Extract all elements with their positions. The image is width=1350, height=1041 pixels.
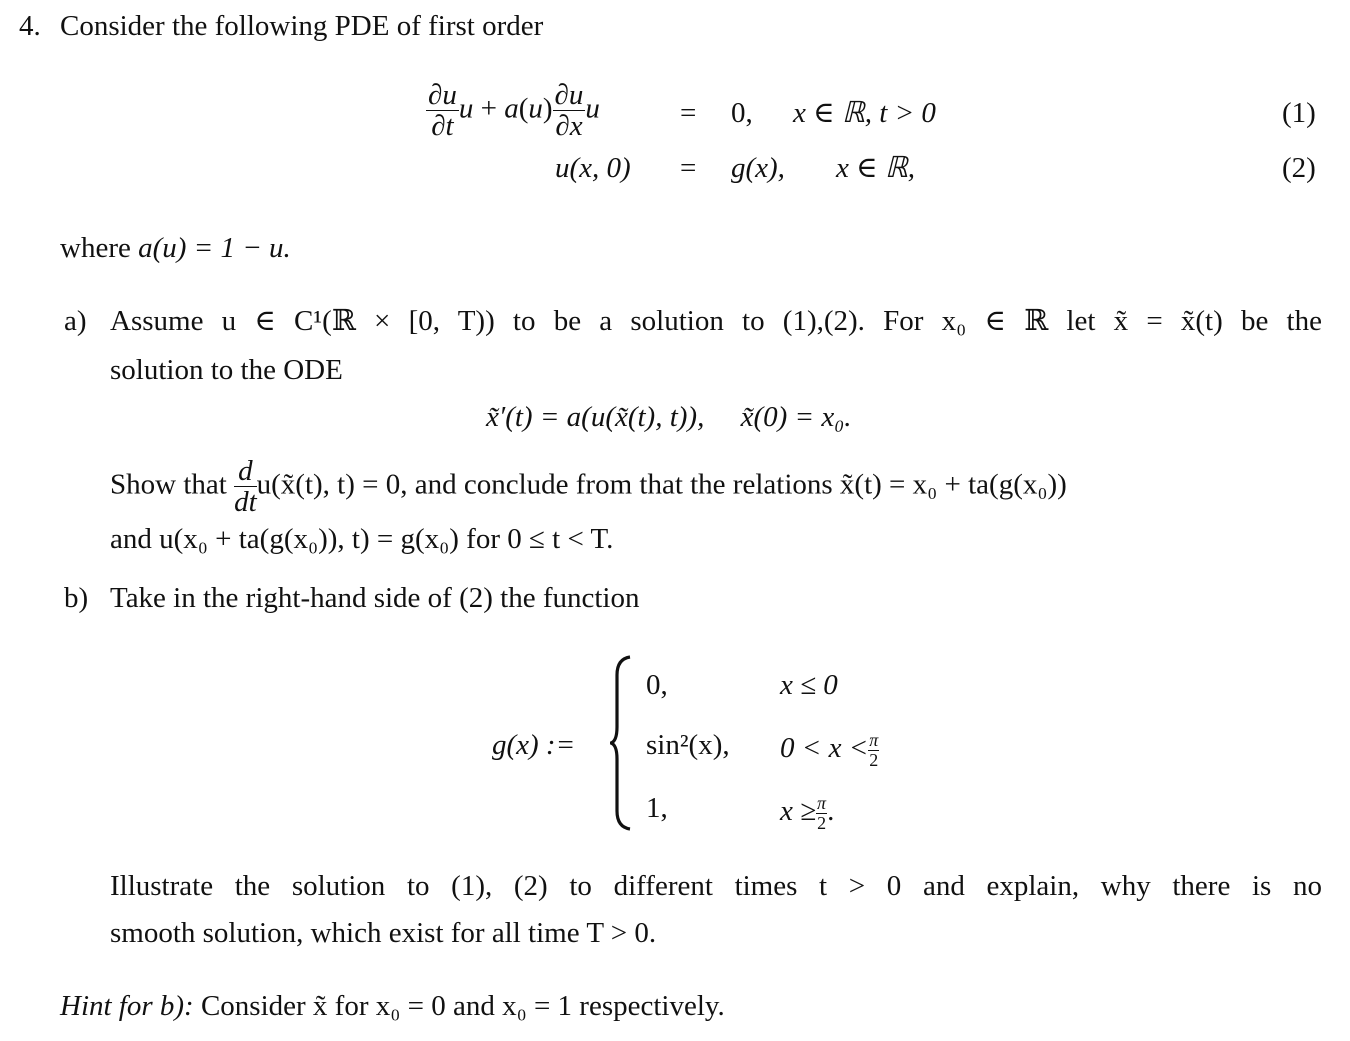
part-b-illustrate-1: Illustrate the solution to (1), (2) to different times t > 0 and explain, why there is no — [110, 870, 1322, 902]
equation-1-condition: x ∈ ℝ, t > 0 — [793, 97, 936, 129]
equation-2-condition: x ∈ ℝ, — [836, 152, 916, 184]
left-brace — [610, 655, 634, 831]
equation-2-rhs: g(x), — [731, 152, 785, 184]
show-that-rest: u(x̃(t), t) = 0, and conclude from that the relations x̃(t) = x₀ + ta(g(x₀)) — [256, 468, 1067, 501]
equation-2-equals: = — [680, 152, 697, 184]
problem-intro: Consider the following PDE of first order — [60, 10, 544, 42]
case-3-value: 1, — [646, 792, 668, 824]
equation-1-equals: = — [680, 97, 697, 129]
ode-equation: x̃′(t) = a(u(x̃(t), t)), x̃(0) = x₀. — [486, 401, 852, 433]
where-word: where — [60, 232, 131, 264]
equation-2-tag: (2) — [1282, 152, 1316, 184]
case-3-condition: x ≥ $\frac{\pi}{2}$ . — [780, 793, 835, 833]
hint-label: Hint for b): — [60, 990, 194, 1022]
g-definition-lhs: g(x) := — [492, 729, 576, 761]
part-b-line-1: Take in the right-hand side of (2) the function — [110, 582, 640, 614]
part-b-label: b) — [64, 582, 89, 614]
equation-1-lhs: $\frac{\partial u}{\partial t}$ u + a(u) $\frac{\partial u}{\partial x}$ u — [428, 79, 600, 143]
derivative-fraction: $\frac{d}{dt}$ — [234, 455, 257, 519]
part-a-line-4: and u(x₀ + ta(g(x₀)), t) = g(x₀) for 0 ≤ t < T. — [110, 523, 614, 555]
part-a-line-2: solution to the ODE — [110, 354, 343, 386]
part-a-show-line — [110, 456, 1322, 518]
part-a-line-1: Assume u ∈ C¹(ℝ × [0, T)) to be a solution to (1),(2). For x₀ ∈ ℝ let x̃ = x̃(t) be the — [110, 305, 1322, 337]
hint-text: Consider x̃ for x₀ = 0 and x₀ = 1 respectively. — [200, 990, 725, 1022]
hint — [60, 992, 725, 1021]
where-clause — [60, 234, 291, 263]
equation-1-rhs: 0, — [731, 97, 753, 129]
problem-number: 4. — [19, 10, 41, 42]
equation-2-lhs: u(x, 0) — [555, 152, 631, 184]
pi-over-2: $\frac{\pi}{2}$ — [817, 793, 827, 833]
case-2-condition — [780, 731, 879, 770]
case-2-value: sin²(x), — [646, 729, 730, 761]
show-that-text: Show that — [110, 468, 227, 501]
case-1-value: 0, — [646, 669, 668, 701]
part-b-illustrate-2: smooth solution, which exist for all time T > 0. — [110, 917, 657, 949]
where-definition: a(u) = 1 − u. — [138, 232, 291, 264]
case-3-condition-text: x ≥ — [780, 795, 817, 828]
case-1-condition: x ≤ 0 — [780, 669, 838, 701]
pi-over-2: $\frac{\pi}{2}$ — [869, 730, 879, 770]
equation-1-tag: (1) — [1282, 97, 1316, 129]
part-a-label: a) — [64, 305, 87, 337]
case-2-condition-text: 0 < x < — [780, 732, 869, 765]
